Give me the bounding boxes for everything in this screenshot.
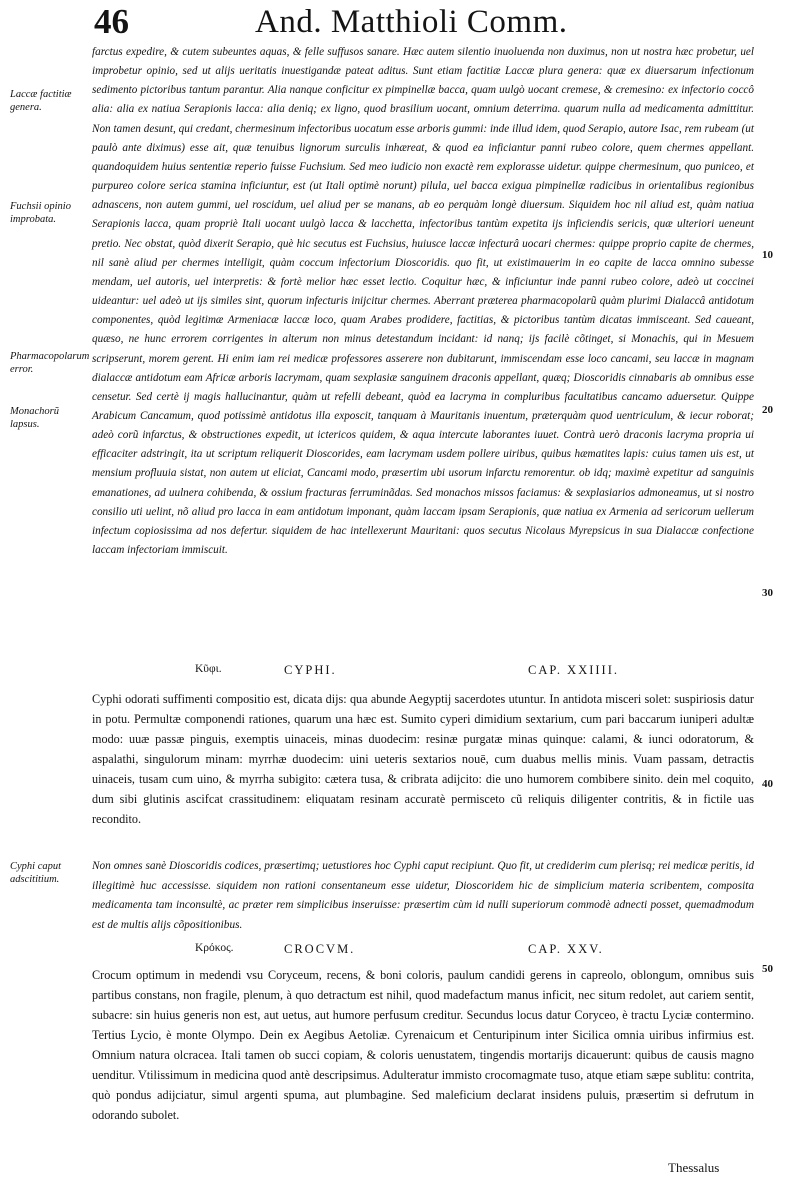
- marginal-note-monachorum-lapsus: Monachorũ lapsus.: [10, 406, 59, 430]
- page-header: [0, 0, 787, 44]
- marginal-note-pharmacopolarum-error: Pharmacopolarum error.: [10, 351, 90, 375]
- cyphi-text: Cyphi odorati suffimenti compositio est, dicata dijs: qua abunde Aegyptij sacerdotes utuntur. In antidota misceri solet: suspiriosis datur in potu. Permultæ componendi rationes, quarum una hæc est. Sumito cyperi dimidium sextarium, cum pari baccarum iuniperi adultæ modo: uuæ passæ pinguis, exemptis uinaceis, minas duodecim: resinæ purgatæ minas quinque: calami, & iunci odoratorum, & aspalathi, singulorum minam: myrrhæ duodecim: uini ueteris sextarios nouē, cum duabus mellis minis. Vuam passam, detractis uinaceis, tusam cum uino, & myrrha subigito: cætera tusa, & cribrata adijcito: die uno humorem combibere sinito. dein mel coquito, dum sibi glutinis ascifcat crassitudinem: eliquatam resinam accuratè permisceto cũ reliquis diligenter contritis, & in fictile uas recondito.: [92, 692, 754, 826]
- chapter-number: CAP. XXV.: [528, 942, 604, 956]
- chapter-heading-cyphi: [92, 663, 754, 683]
- line-number: 10: [762, 249, 773, 261]
- line-number: 30: [762, 587, 773, 599]
- crocum-text: Crocum optimum in medendi vsu Coryceum, recens, & boni coloris, paulum candidi gerens in capreolo, oblongum, omnibus suis partibus constans, non fragile, plenum, à quo detractum est nihil, quod madefactum manus inficit, nec situm redolet, aut cariem sentit, subacre: sin huius generis non est, aut uetus, aut humore perfusum creditur. Secundus locus datur Coryceo, è tractu Lyciæ contermino. Tertius Lycio, è monte Olympo. Dein ex Aegibus Aetoliæ. Cyrenaicum et Centuripinum inter Sicilica omnia uiribus infirmius est. Omnium natura olcracea. Itali tamen ob succi copiam, & coloris uenustatem, tingendis mortarijs dicauerunt: quibus de causis magno uenditur. Vtilissimum in medicina quod antè descripsimus. Adulteratur immisto crocomagmate tuso, atque etiam sæpe sublitu: contrita, quò pondus adijciatur, simul argenti spuma, aut plumbagine. Sed maleficium declarat insidens puluis, præsertim si defrutum in odorando subolet.: [92, 968, 754, 1122]
- line-number: 40: [762, 778, 773, 790]
- chapter-latin-title: CYPHI.: [284, 663, 337, 677]
- marginal-note-cyphi-caput: Cyphi caput adscititium.: [10, 861, 62, 885]
- cyphi-commentary: Non omnes sanè Dioscoridis codices, præsertimq; uetustiores hoc Cyphi caput recipiunt. Quo fit, ut crediderim cum plerisq; rei medicæ peritis, id illegitimè huc accessisse. siquidem non rationi consentaneum esse uidetur, Dioscoridem hic de simplicium materia scribentem, composita medicamenta tam inconsultè, ac præter rem simplicibus inseruisse: præsertim cùm id nulli superiorum commodè adnecti posset, quemadmodum est de multis alijs cõpositionibus.: [92, 860, 754, 931]
- page-number: 46: [94, 2, 129, 41]
- marginal-note-lacca-genera: Laccæ factitiæ genera.: [10, 89, 72, 113]
- catchword: Thessalus: [668, 1160, 720, 1175]
- chapter-latin-title: CROCVM.: [284, 942, 356, 956]
- chapter-greek-title: Κῦφι.: [195, 663, 222, 675]
- lacca-commentary: farctus expedire, & cutem subeuntes aquas, & felle suffusos sanare. Hæc autem silentio inuoluenda non duximus, non ut nostra hæc probetur, uel improbetur opinio, sed ut alijs ueritatis inuestigandæ pateat aditus. Sunt etiam factitiæ Laccæ plura genera: quæ ex diuersarum infectionum sedimento pictoribus tantum parantur. Alia nanque conficitur ex pimpinellæ bacca, quam uulgò uocant cremese, & cremesino: ex infectorio coccô alia: alia ex natiua Serapionis lacca: alia deniq; ex ligno, quod brasilium uocant, omnium deterrima. quarum nulla ad medicamenta admittitur. Non tamen desunt, qui credant, chermesinum infectoribus uocatum esse arboris gummi: inde illud idem, quod Serapio, autore Isac, rem rubeam (ut paulò ante diximus) esse ait, quæ tenuibus lignorum surculis inhæreat, & quod ea inficiantur panni rubeo colore, quem chermes appellant. quandoquidem huius sententiæ reperio fuisse Fuchsium. Sed meo iudicio non exactè rem explorasse uidetur. quippe chermesinum, quo puniceo, et purpureo colore serica stamina inficiuntur, est (ut Itali optimè norunt) pilula, uel bacca exigua pimpinellæ radicibus in orientalibus regionibus adnascens, non autem gummi, uel roscidum, uel aliud per se manans, ab eo perquàm longè diuersum. Siquidem hoc nil aliud est, quàm natiua Serapionis lacca, quam propriè Itali uocant uulgò lacca & lacchetta, infectoribus tantùm expetita ijs inficiendis sericis, quæ ulteriori ueneunt pretio. Nec obstat, quòd dixerit Serapio, què hic secutus est Fuchsius, huiusce laccæ infecturâ uocari chermes: quippe proprio capite de chermes, nil sanè aliud per chermes intelligit, quàm coccum infectorium Dioscoridis. quo fit, ut existimauerim in eo capite de lacca omnino subesse mendam, uel autoris, uel interpretis: & fortè melior hæc esset lectio. Coquitur hæc, & inficiuntur inde panni rubeo colore, adeò ut coccinei uideantur: uel adeò ut ijs similes sint, quorum infecturis inijcitur chermes. Aberrant præterea pharmacopolarũ quàm plurimi Dialaccâ antidotum componentes, quòd legitimæ Armeniacæ laccæ loco, quam Arabes prodidere, factitias, & pictoribus tantùm dicatas immisceant. Sed caueant, quæso, ne hunc errorem corrigentes in alterum non minus detestandum incidant: id nanq; ijs facilè cõtinget, si Monachis, qui in Mesuem scripserunt, morem gerent. Hi enim iam rei medicæ professores asserere non dubitarunt, immiscendam esse loco cancami, seu laccæ in magnam dialaccæ antidotum eam Africæ arboris lacrymam, quam sexplasiæ sanguinem draconis appellant, quæq; Dioscoridis cinnabaris ab omnibus esse censetur. Sed certè ij magis hallucinantur, quàm ut refelli debeant, quòd ea lacryma in compluribus facultatibus cancamo aduersetur. Quippe Arabicum Cancamum, quod potissimè antidotus illa exposcit, tanquam à Mauritanis inuentum, præterquàm quod uentriculum, & iecur roborat; adeò corũ infarctus, & obstructiones expedit, ut ictericos quidem, & aqua intercute laborantes iuuet. Contrà uerò draconis lacryma propria ui efficaciter adstringit, ita ut scriptum reliquerit Dioscorides, eam lacrymam usdem pollere uiribus, quibus hæmatites lapis: cuius tamen uis est, ut mensium profluuia sistat, non autem ut eliciat, Cancami modo, præsertim ubi usorum infarctu remorentur. ob idq; maximè expetitur ad sanguinis emanationes, ad uulnera cohibenda, & ossium fracturas ferruminãdas. Sed monachos missos faciamus: & sexplasiarios admoneamus, ut si nostro consilio uti uelint, nõ aliud pro lacca in eam antidotum imponant, quàm laccam ipsam Serapionis, quæ natiua ex Armenia ad sericorum uellerum infectum copiosissima ad nos defertur. siquidem de hac intellexerunt Mauritani: quos secutus Nicolaus Myrepsicus in sua Dialaccæ confectione laccam infectoriam immiscuit.: [92, 46, 754, 557]
- running-head: And. Matthioli Comm.: [255, 4, 568, 40]
- marginal-note-fuchsii-opinio: Fuchsii opinio improbata.: [10, 201, 71, 225]
- chapter-greek-title: Κρόκος.: [195, 942, 234, 954]
- chapter-heading-crocum: [92, 942, 754, 962]
- line-number: 50: [762, 963, 773, 975]
- chapter-number: CAP. XXIIII.: [528, 663, 620, 677]
- line-number: 20: [762, 404, 773, 416]
